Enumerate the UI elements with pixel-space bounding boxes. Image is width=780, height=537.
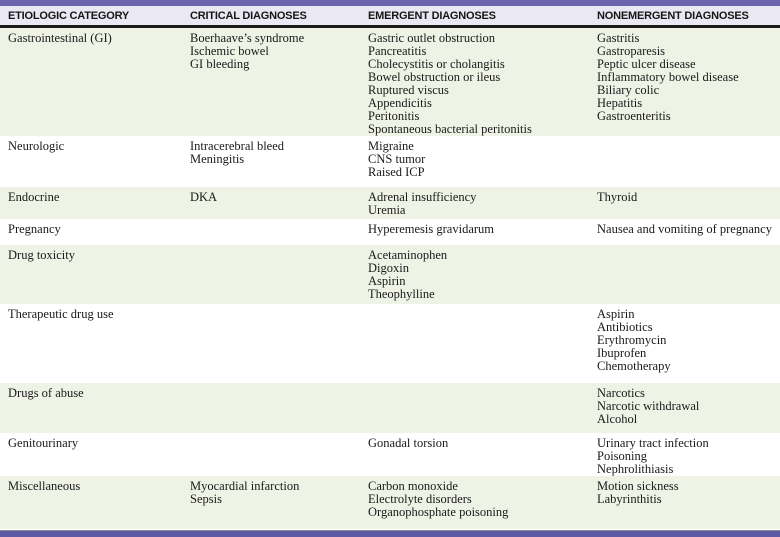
emergent-diagnoses-cell [368, 191, 597, 219]
nonemergent-diagnoses-cell [597, 387, 780, 433]
cell-line: Motion sickness [597, 480, 679, 493]
emergent-diagnoses-cell [368, 223, 597, 245]
cell-line: Neurologic [8, 140, 65, 153]
table-header [0, 6, 780, 28]
column-header-emergent-diagnoses: EMERGENT DIAGNOSES [368, 9, 496, 22]
table-row [0, 383, 780, 433]
cell-line: Digoxin [368, 261, 409, 275]
cell-line: CNS tumor [368, 152, 426, 166]
cell-line: Migraine [368, 140, 414, 153]
cell-line: Poisoning [597, 449, 648, 463]
critical-diagnoses-cell [190, 437, 368, 476]
cell-line: Narcotic withdrawal [597, 399, 700, 413]
critical-diagnoses-cell [190, 308, 368, 383]
cell-line: Hyperemesis gravidarum [368, 223, 495, 236]
cell-line: Peritonitis [368, 109, 420, 123]
bottom-accent-bar [0, 531, 780, 537]
critical-diagnoses-cell [190, 223, 368, 245]
category-cell [0, 480, 190, 529]
category-cell [0, 223, 190, 245]
emergent-diagnoses-cell [368, 32, 597, 136]
cell-line: Bowel obstruction or ileus [368, 70, 501, 84]
cell-line: Drug toxicity [8, 249, 76, 262]
table-row [0, 304, 780, 383]
critical-diagnoses-cell [190, 249, 368, 304]
cell-line: Narcotics [597, 387, 645, 400]
cell-line: Ibuprofen [597, 346, 647, 360]
cell-line: Nephrolithiasis [597, 462, 674, 476]
category-cell [0, 437, 190, 476]
cell-line: Endocrine [8, 191, 60, 204]
cell-line: Nausea and vomiting of pregnancy [597, 223, 772, 236]
emergent-diagnoses-cell [368, 437, 597, 476]
cell-line: Inflammatory bowel disease [597, 70, 739, 84]
cell-line: Aspirin [597, 308, 635, 321]
cell-line: Hepatitis [597, 96, 643, 110]
emergent-diagnoses-cell [368, 387, 597, 433]
critical-diagnoses-cell [190, 387, 368, 433]
category-cell [0, 387, 190, 433]
nonemergent-diagnoses-cell [597, 191, 780, 219]
table-row [0, 433, 780, 476]
cell-line: Peptic ulcer disease [597, 57, 696, 71]
cell-line: Organophosphate poisoning [368, 505, 509, 519]
emergent-diagnoses-cell [368, 140, 597, 187]
cell-line: Pregnancy [8, 223, 61, 236]
table-row [0, 136, 780, 187]
category-cell [0, 32, 190, 136]
cell-line: Electrolyte disorders [368, 492, 472, 506]
cell-line: Drugs of abuse [8, 387, 84, 400]
cell-line: Cholecystitis or cholangitis [368, 57, 505, 71]
cell-line: Appendicitis [368, 96, 432, 110]
nonemergent-diagnoses-cell [597, 308, 780, 383]
cell-line: Boerhaave’s syndrome [190, 32, 305, 45]
column-header-nonemergent-diagnoses: NONEMERGENT DIAGNOSES [597, 9, 749, 22]
cell-line: Therapeutic drug use [8, 308, 114, 321]
cell-line: Gastrointestinal (GI) [8, 32, 112, 45]
cell-line: Myocardial infarction [190, 480, 300, 493]
cell-line: Gastroparesis [597, 44, 666, 58]
critical-diagnoses-cell [190, 140, 368, 187]
table-row [0, 476, 780, 529]
category-cell [0, 191, 190, 219]
cell-line: Ruptured viscus [368, 83, 449, 97]
cell-line: Genitourinary [8, 437, 79, 450]
cell-line: GI bleeding [190, 57, 250, 71]
cell-line: Miscellaneous [8, 480, 81, 493]
cell-line: Spontaneous bacterial peritonitis [368, 122, 532, 136]
emergent-diagnoses-cell [368, 249, 597, 304]
critical-diagnoses-cell [190, 191, 368, 219]
cell-line: Gonadal torsion [368, 437, 449, 450]
table-row [0, 245, 780, 304]
nonemergent-diagnoses-cell [597, 140, 780, 187]
category-cell [0, 308, 190, 383]
cell-line: Erythromycin [597, 333, 667, 347]
table-row [0, 219, 780, 245]
cell-line: Theophylline [368, 287, 435, 301]
cell-line: Intracerebral bleed [190, 140, 285, 153]
nonemergent-diagnoses-cell [597, 249, 780, 304]
cell-line: Antibiotics [597, 320, 653, 334]
nonemergent-diagnoses-cell [597, 437, 780, 476]
cell-line: Meningitis [190, 152, 245, 166]
cell-line: DKA [190, 191, 218, 204]
critical-diagnoses-cell [190, 32, 368, 136]
cell-line: Ischemic bowel [190, 44, 269, 58]
table-row [0, 187, 780, 219]
cell-line: Aspirin [368, 274, 406, 288]
cell-line: Gastric outlet obstruction [368, 32, 496, 45]
nonemergent-diagnoses-cell [597, 480, 780, 529]
category-cell [0, 249, 190, 304]
cell-line: Urinary tract infection [597, 437, 709, 450]
table-body [0, 28, 780, 529]
cell-line: Pancreatitis [368, 44, 427, 58]
cell-line: Thyroid [597, 191, 638, 204]
cell-line: Alcohol [597, 412, 638, 426]
critical-diagnoses-cell [190, 480, 368, 529]
table-row [0, 28, 780, 136]
cell-line: Raised ICP [368, 165, 425, 179]
cell-line: Gastritis [597, 32, 640, 45]
category-cell [0, 140, 190, 187]
cell-line: Carbon monoxide [368, 480, 458, 493]
cell-line: Acetaminophen [368, 249, 448, 262]
column-header-critical-diagnoses: CRITICAL DIAGNOSES [190, 9, 307, 22]
cell-line: Biliary colic [597, 83, 660, 97]
cell-line: Uremia [368, 203, 406, 217]
cell-line: Chemotherapy [597, 359, 671, 373]
nonemergent-diagnoses-cell [597, 32, 780, 136]
column-header-etiologic-category: ETIOLOGIC CATEGORY [8, 9, 130, 22]
cell-line: Gastroenteritis [597, 109, 671, 123]
cell-line: Adrenal insufficiency [368, 191, 477, 204]
cell-line: Labyrinthitis [597, 492, 662, 506]
cell-line: Sepsis [190, 492, 222, 506]
emergent-diagnoses-cell [368, 480, 597, 529]
emergent-diagnoses-cell [368, 308, 597, 383]
nonemergent-diagnoses-cell [597, 223, 780, 245]
